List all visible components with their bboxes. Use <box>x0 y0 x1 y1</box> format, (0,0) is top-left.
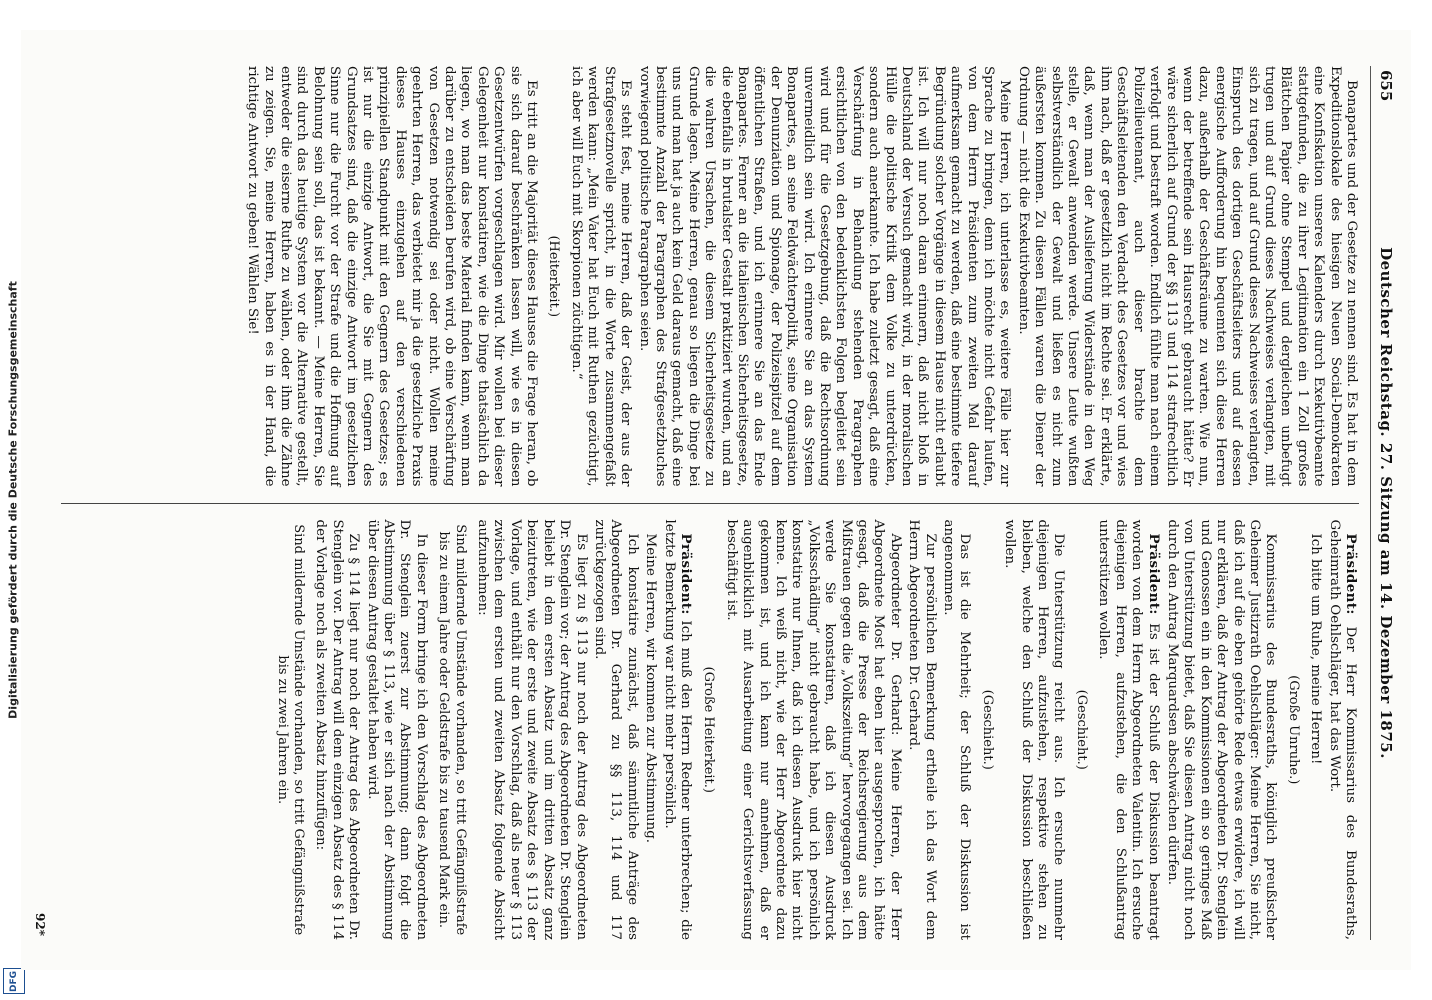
paragraph-text: Es steht fest, meine Herren, daß der Geist, der aus der Strafgesetznovelle spricht, in die Worte zusammengefaßt werden kann: „Mein Vater hat Euch mit Ruthen gezüchtigt, ich aber will Euch mit Skorpionen züchtigen.“ <box>568 66 634 487</box>
paragraph-text: Meine Herren, ich unterlasse es, weitere Fälle hier zur Sprache zu bringen, denn ich möchte nicht Gefahr laufen, von dem Herrn Präsidenten zum zweiten Mal darauf aufmerksam gemacht zu werden, daß eine bestimmte tiefere Begründung solcher Vorgänge in diesem Hause nicht erlaubt ist. Ich will nur noch daran erinnern, daß nicht bloß in Deutschland der Versuch gemacht wird, in der moralischen Hülle die politische Kritik dem Volke zu unterdrücken, sondern auch anerkannte. Ich habe zuletzt gesagt, daß eine Verschärfung in Behandlung stehenden Paragraphen ersichtlichen von den bedenklichsten Folgen begleitet sein wird und für die Gesetzgebung, daß die Rechtsordnung unvermeidlich sein wird. Ich erinnere Sie an das System Bonapartes, an seine Feldwächterpolitik, seine Organisation der Denunziation und Spionage, der Polizeispitzel auf dem öffentlichen Straßen, und ich erinnere Sie an das Ende Bonapartes. Ferner an die italienischen Sicherheitsgesetze, die ebenfalls in brutalster Gestalt praktiziert wurden, und an die wahren Ursachen, die diesem Sicherheitsgesetze zu Grunde lagen. Meine Herren, genau so liegen die Dinge bei uns und man hat ja auch kein Geld daraus gemacht, daß eine bestimmte Anzahl der Paragraphen des Strafgesetzbuches vorwiegend politische Paragraphen seien. <box>636 66 1013 487</box>
paragraph <box>1325 520 1359 941</box>
paragraph <box>635 66 1012 487</box>
paragraph <box>244 66 539 487</box>
stage-direction <box>700 520 716 941</box>
paragraph-text: Kommissarius des Bundesraths, königlich preußischer Geheimer Justizrath Oehlschläger: Meine Herren, Sie nicht, daß ich auf die eben gehörte Rede etwas erwidere, ich will nur erklären, daß der Antrag der Abgeordneten Dr. Stenglein und Genossen ein in den Kommissionen ein so geringes Maß von Unterstützung bietet, daß Sie diesen Antrag nicht noch durch den Antrag Marquardsen abschwächen dürfen. <box>1164 519 1279 940</box>
paragraph-text: Das ist die Mehrheit; der Schluß der Diskussion ist angenommen. <box>941 519 973 940</box>
left-column <box>61 66 1359 503</box>
paragraph-text: Abgeordneter Dr. Gerhard: Meine Herren, der Herr Abgeordnete Most hat eben hier ausgesprochen, ich hätte gesagt, daß die Presse der Reichsregierung aus dem Mißtrauen gegen die „Volkszeitung“ hervorgegangen sei. Ich werde Sie konstatiren, daß ich diesen Ausdruck „Volksschädling“ nicht gebraucht habe, und ich persönlich konstatire nur Ihnen, daß ich diesen Ausdruck hier nicht kenne. Ich weiß nicht, wie der Herr Abgeordnete dazu gekommen ist, und ich kann nur annehmen, daß er augenblicklich mit Ausarbeitung einer Gerichtsverfassung beschäftigt ist. <box>723 519 903 940</box>
digitization-credit-text: Digitalisierung gefördert durch die Deutsche Forschungsgemeinschaft <box>6 281 20 719</box>
stage-direction <box>435 520 468 941</box>
paragraph <box>591 520 640 941</box>
paragraph <box>363 520 429 941</box>
paragraph-text: Der Herr Kommissarius des Bundesraths, Geheimrath Oehlschläger, hat das Wort. <box>1326 519 1358 940</box>
page-header <box>1370 66 1397 940</box>
paragraph-text: (Geschieht.) <box>979 689 995 770</box>
paragraph <box>1307 520 1323 941</box>
stage-direction <box>1073 520 1089 941</box>
paragraph-text: Zu § 114 liegt nur noch der Antrag des Abgeordneten Dr. Stenglein vor. Der Antrag will dem einzigen Absatz des § 114 der Vorlage noch als zweiten Absatz hinzufügen: <box>313 519 362 940</box>
paragraph-text: (Geschieht.) <box>1073 689 1089 770</box>
paragraph-text: In dieser Form bringe ich den Vorschlag des Abgeordneten Dr. Stenglein zuerst zur Abstimmung; dann folgt die Abstimmung über § 113, wie er sich nach der Abstimmung über diesen Antrag gestaltet haben wird. <box>364 519 429 940</box>
stage-direction <box>545 66 561 487</box>
paragraph <box>312 520 361 941</box>
dfg-logo: DFG <box>3 968 25 994</box>
paragraph-text: Es tritt an die Majorität dieses Hauses die Frage heran, ob sie sich darauf beschränken lassen will, wie es in diesen Gesetzentwürfen vorgeschlagen wird. Mir wollen bei dieser Gelegenheit nur konstatiren, wie die Dinge thatsächlich da liegen, wo man das beste Material finden kann, wenn man darüber zu entscheiden berufen wird, ob eine Verschärfung von Gesetzen notwendig sei oder nicht. Wollen meine geehrten Herren, das verbietet mir ja die gesetzliche Praxis dieses Hauses einzugehen auf den verschiedenen prinzipiellen Standpunkt mit den Gegnern des Gesetzes; es ist nur die einzige Antwort, die Sie mit Gegnern des Grundsatzes sind, daß die einzige Antwort im gesetzlichen Sinne nur die Furcht vor der Strafe und die Hoffnung auf Belohnung sein soll, das ist bekannt. — Meine Herren, Sie sind durch das heutige System vor die Alternative gestellt, entweder die eiserne Ruthe zu wählen, oder ihm die Zähne zu zeigen. Sie, meine Herren, haben es in der Hand, die richtige Antwort zu geben! Wählen Sie! <box>245 66 540 487</box>
paragraph-text: (Große Unruhe.) <box>1285 675 1301 785</box>
paragraph-text: Bonapartes und der Gesetze zu nennen sind. Es hat in dem Expeditionslokale des hiesigen Neuen Social-Demokraten eine Konfiskation unseres Kalenders durch Exekutivbeamte stattgefunden, die zu ihrer Legitimation ein 1 Zoll großes Blättchen Papier ohne Stempel und dergleichen unbefugt trugen und auf Grund dieses Nachweises verlangten, mit sich zu tragen, und auf Grund dieses Nachweises verlangten, Einspruch des dortigen Geschäftsleiters und auf dessen energische Aufforderung hin bequemten sich diese Herren dazu, außerhalb der Geschäftsräume zu warten. Wie nun, wenn der betreffende sein Hausrecht gebraucht hätte? Er wäre sicherlich auf Grund der §§ 113 und 114 strafrechtlich verfolgt und bestraft worden. Endlich fühlte man nach einem Polizeilieutenant, auch dieser brachte dem Geschäftsleitenden den Verdacht des Gesetzes vor und wies ihm nach, daß er gesetzlich nicht im Rechte sei. Er erklärte, daß, wenn man der Auslieferung Widerstände in den Weg stelle, er Gewalt anwenden werde. Unsere Leute wußten selbstverständlich der Gewalt und ließen es nicht zum äußersten kommen. Zu diesen Fällen waren die Diener der Ordnung — nicht die Exekutivbeamten. <box>1015 66 1359 487</box>
paragraph-text: Es ist der Schluß der Diskussion beantragt worden von dem Herrn Abgeordneten Valentin. Ich ersuche diejenigen Herren, aufzustehen, die den Schlußantrag unterstützen wollen. <box>1096 519 1161 940</box>
paragraph-text: Ich konstatire zunächst, daß sämmtliche Anträge des Abgeordneten Dr. Gerhard zu §§ 113, 114 und 117 zurückgezogen sind. <box>591 519 640 940</box>
speaker-label: Präsident: <box>1343 533 1359 615</box>
paragraph-text: Meine Herren, wir kommen zur Abstimmung. <box>643 533 659 844</box>
paragraph-text: Es liegt zu § 113 nur noch der Antrag des Abgeordneten Dr. Stenglein vor; der Antrag des Abgeordneten Dr. Stenglein beliebt in dem ersten Absatz und im dritten Absatz ganz beizutreten, wie der erste und zweite Absatz des § 113 der Vorlage, und enthält nur den Vorschlag, daß als neuer § 113 zwischen dem ersten und zweiten Absatz folgende Absicht aufzunehmen: <box>475 519 589 940</box>
paragraph <box>1001 520 1067 941</box>
paragraph-text: Ich bitte um Ruhe, meine Herren! <box>1308 533 1324 765</box>
paragraph-text: Zur persönlichen Bemerkung ertheile ich das Wort dem Herrn Abgeordneten Dr. Gerhard. <box>906 519 938 940</box>
page-number: 655 <box>1377 70 1395 102</box>
paragraph <box>905 520 938 941</box>
sheet-signature: 92* <box>33 913 47 936</box>
right-column <box>61 503 1359 941</box>
paragraph <box>722 520 902 941</box>
paragraph <box>660 520 694 941</box>
paragraph-text: Die Unterstützung reicht aus. Ich ersuche nunmehr diejenigen Herren, aufzustehen, respektive stehen zu bleiben, welche den Schluß der Diskussion beschließen wollen. <box>1002 519 1067 940</box>
stage-direction <box>273 520 306 941</box>
paragraph <box>474 520 589 941</box>
paragraph <box>568 66 634 487</box>
speaker-label: Präsident: <box>677 533 694 615</box>
paragraph <box>940 520 973 941</box>
speaker-label: Präsident: <box>1145 533 1162 615</box>
paragraph-text: (Heiterkeit.) <box>546 235 562 318</box>
paragraph <box>1014 66 1359 487</box>
paragraph <box>642 520 658 941</box>
paragraph-text: (Große Heiterkeit.) <box>701 666 717 793</box>
paragraph-text: Sind mildernde Umstände vorhanden, so tritt Gefängnißstrafe bis zu einem Jahre oder Geldstrafe bis zu tausend Mark ein. <box>436 524 468 936</box>
paragraph <box>1095 520 1162 941</box>
paragraph <box>1164 520 1279 941</box>
scanned-page <box>21 30 1411 970</box>
paragraph-text: Sind mildernde Umstände vorhanden, so tritt Gefängnißstrafe bis zu zwei Jahren ein. <box>274 524 307 936</box>
text-columns <box>61 66 1359 940</box>
stage-direction <box>978 520 994 941</box>
paragraph-text: Ich muß den Herrn Redner unterbrechen; die letzte Bemerkung war nicht mehr persönlich. <box>661 519 693 940</box>
page-title: Deutscher Reichstag. 27. Sitzung am 14. Dezember 1875. <box>1377 247 1395 759</box>
stage-direction <box>1284 520 1300 941</box>
